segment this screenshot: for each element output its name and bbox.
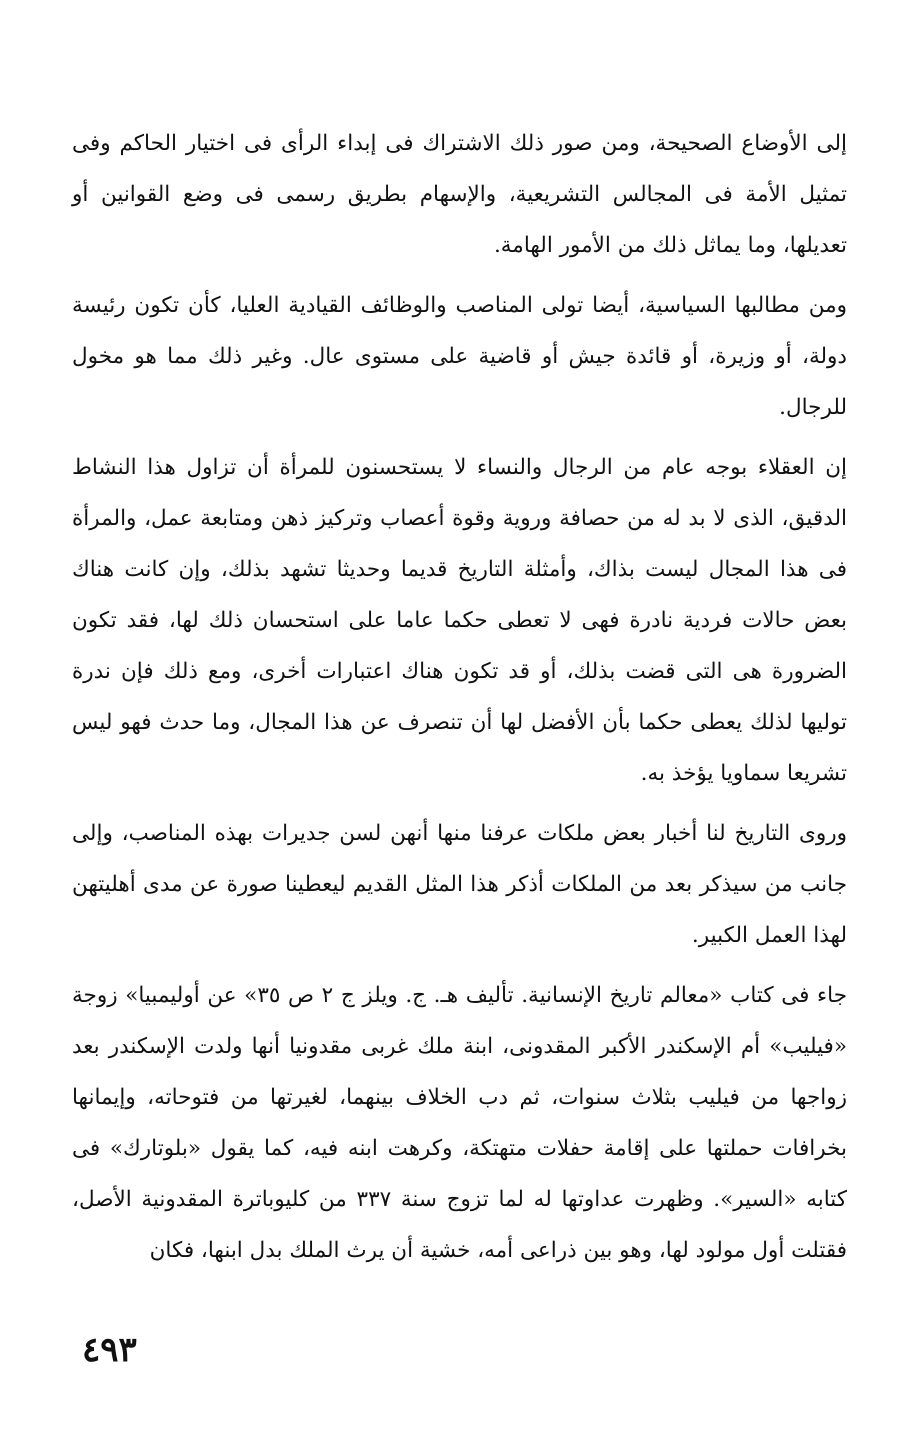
paragraph-1: إلى الأوضاع الصحيحة، ومن صور ذلك الاشتراك فى إبداء الرأى فى اختيار الحاكم وفى تمثيل الأمة فى المجالس التشريعية، والإسهام بطريق رسمى فى وضع القوانين أو تعديلها، وما يماثل ذلك من الأمور الهامة. xyxy=(72,131,847,258)
paragraph-4: وروى التاريخ لنا أخبار بعض ملكات عرفنا منها أنهن لسن جديرات بهذه المناصب، وإلى جانب من سيذكر بعد من الملكات أذكر هذا المثل القديم ليعطينا صورة عن مدى أهليتهن لهذا العمل الكبير. xyxy=(72,821,847,948)
paragraph-5: جاء فى كتاب «معالم تاريخ الإنسانية. تأليف هـ. ج. ويلز ج ٢ ص ٣٥» عن أوليمبيا» زوجة «فيليب» أم الإسكندر الأكبر المقدونى، ابنة ملك غربى مقدونيا أنها ولدت الإسكندر بعد زواجها من فيليب بثلاث سنوات، ثم دب الخلاف بينهما، لغيرتها من فتوحاته، وإيمانها بخرافات حملتها على إقامة حفلات متهتكة، وكرهت ابنه فيه، كما يقول «بلوتارك» فى كتابه «السير». وظهرت عداوتها له لما تزوج سنة ٣٣٧ من كليوباترة المقدونية الأصل، فقتلت أول مولود لها، وهو بين ذراعى أمه، خشية أن يرث الملك بدل ابنها، فكان xyxy=(72,983,848,1263)
paragraph-3: إن العقلاء بوجه عام من الرجال والنساء لا يستحسنون للمرأة أن تزاول هذا النشاط الدقيق، الذى لا بد له من حصافة وروية وقوة أعصاب وتركيز ذهن ومتابعة عمل، والمرأة فى هذا المجال ليست بذاك، وأمثلة التاريخ قديما وحديثا تشهد بذلك، وإن كانت هناك بعض حالات فردية نادرة فهى لا تعطى حكما عاما على استحسان ذلك لها، فقد تكون الضرورة هى التى قضت بذلك، أو قد تكون هناك اعتبارات أخرى، ومع ذلك فإن ندرة توليها لذلك يعطى حكما بأن الأفضل لها أن تنصرف عن هذا المجال، وما حدث فهو ليس تشريعا سماويا يؤخذ به. xyxy=(72,455,847,786)
body-text xyxy=(72,118,847,1276)
page-number: ٤٩٣ xyxy=(82,1330,137,1370)
paragraph-2: ومن مطالبها السياسية، أيضا تولى المناصب والوظائف القيادية العليا، كأن تكون رئيسة دولة، أو وزيرة، أو قائدة جيش أو قاضية على مستوى عال. وغير ذلك مما هو مخول للرجال. xyxy=(72,293,847,420)
